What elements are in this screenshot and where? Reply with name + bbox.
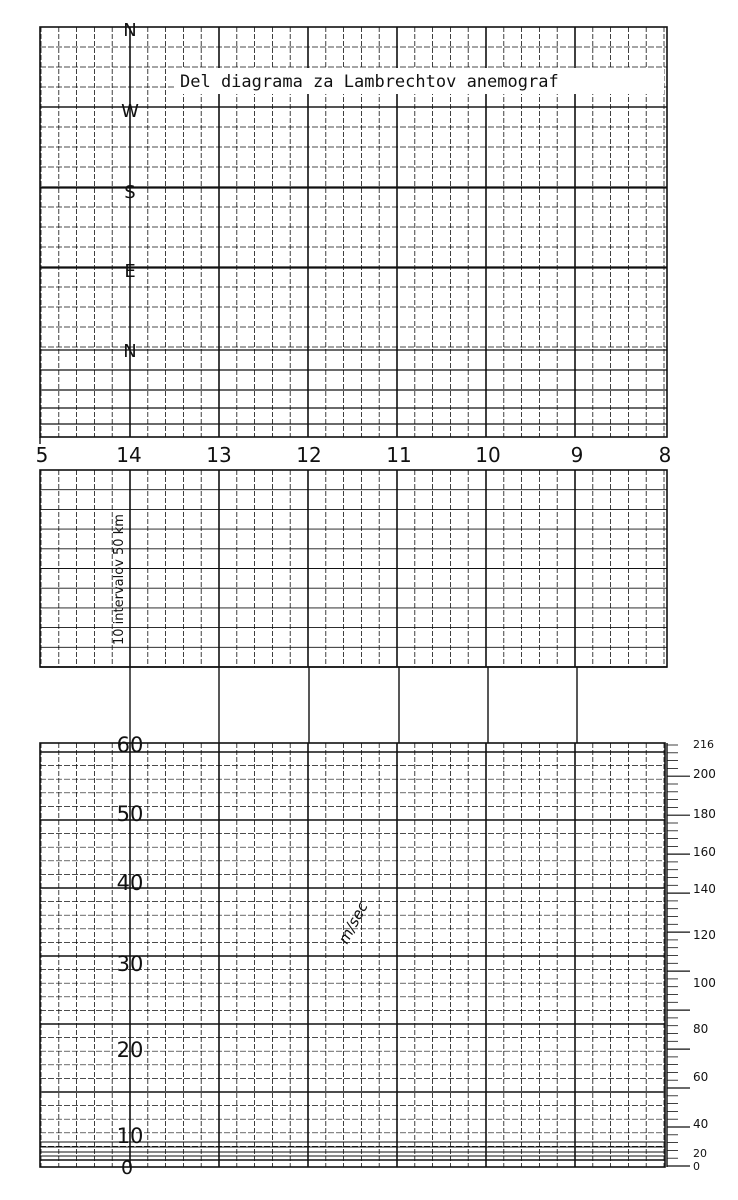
direction-label-e: E	[124, 261, 136, 282]
hour-label-9: 9	[570, 443, 584, 467]
kmh-label-80: 80	[693, 1022, 709, 1036]
chart-title: Del diagrama za Lambrechtov anemograf	[180, 72, 559, 92]
speed-label-40: 40	[116, 871, 144, 895]
distance-label: 10 intervalov 50 km	[112, 514, 127, 645]
speed-unit-label: m/sec	[334, 898, 372, 947]
speed-label-0: 0	[120, 1157, 134, 1179]
kmh-label-0: 0	[693, 1160, 700, 1173]
speed-panel	[40, 733, 665, 1179]
direction-label-n-top: N	[123, 20, 137, 41]
direction-label-s: S	[124, 182, 136, 203]
distance-grid	[40, 470, 667, 667]
speed-label-50: 50	[116, 802, 144, 826]
distance-panel	[40, 470, 667, 667]
kmh-label-20: 20	[693, 1147, 707, 1160]
hour-label-11: 11	[386, 443, 412, 467]
speed-label-30: 30	[116, 952, 144, 976]
gap-band	[40, 667, 667, 743]
hour-label-14: 14	[116, 443, 142, 467]
kmh-label-40: 40	[693, 1117, 709, 1131]
speed-label-10: 10	[116, 1124, 144, 1148]
kmh-label-100: 100	[693, 976, 716, 990]
speed-label-20: 20	[116, 1038, 144, 1062]
kmh-label-180: 180	[693, 807, 716, 821]
speed-label-60: 60	[116, 733, 144, 757]
kmh-label-60: 60	[693, 1070, 709, 1084]
hour-label-5: 5	[35, 443, 49, 467]
kmh-label-200: 200	[693, 767, 716, 781]
kmh-label-120: 120	[693, 928, 716, 942]
kmh-label-160: 160	[693, 845, 716, 859]
direction-panel	[40, 20, 667, 437]
hour-label-8: 8	[658, 443, 672, 467]
direction-label-w: W	[121, 101, 139, 122]
kmh-label-140: 140	[693, 882, 716, 896]
kmh-scale	[667, 738, 716, 1173]
direction-label-n-bottom: N	[123, 341, 137, 362]
kmh-label-216: 216	[693, 738, 714, 751]
hour-label-10: 10	[475, 443, 501, 467]
hour-axis	[36, 437, 672, 467]
hour-label-13: 13	[206, 443, 232, 467]
hour-label-12: 12	[296, 443, 322, 467]
